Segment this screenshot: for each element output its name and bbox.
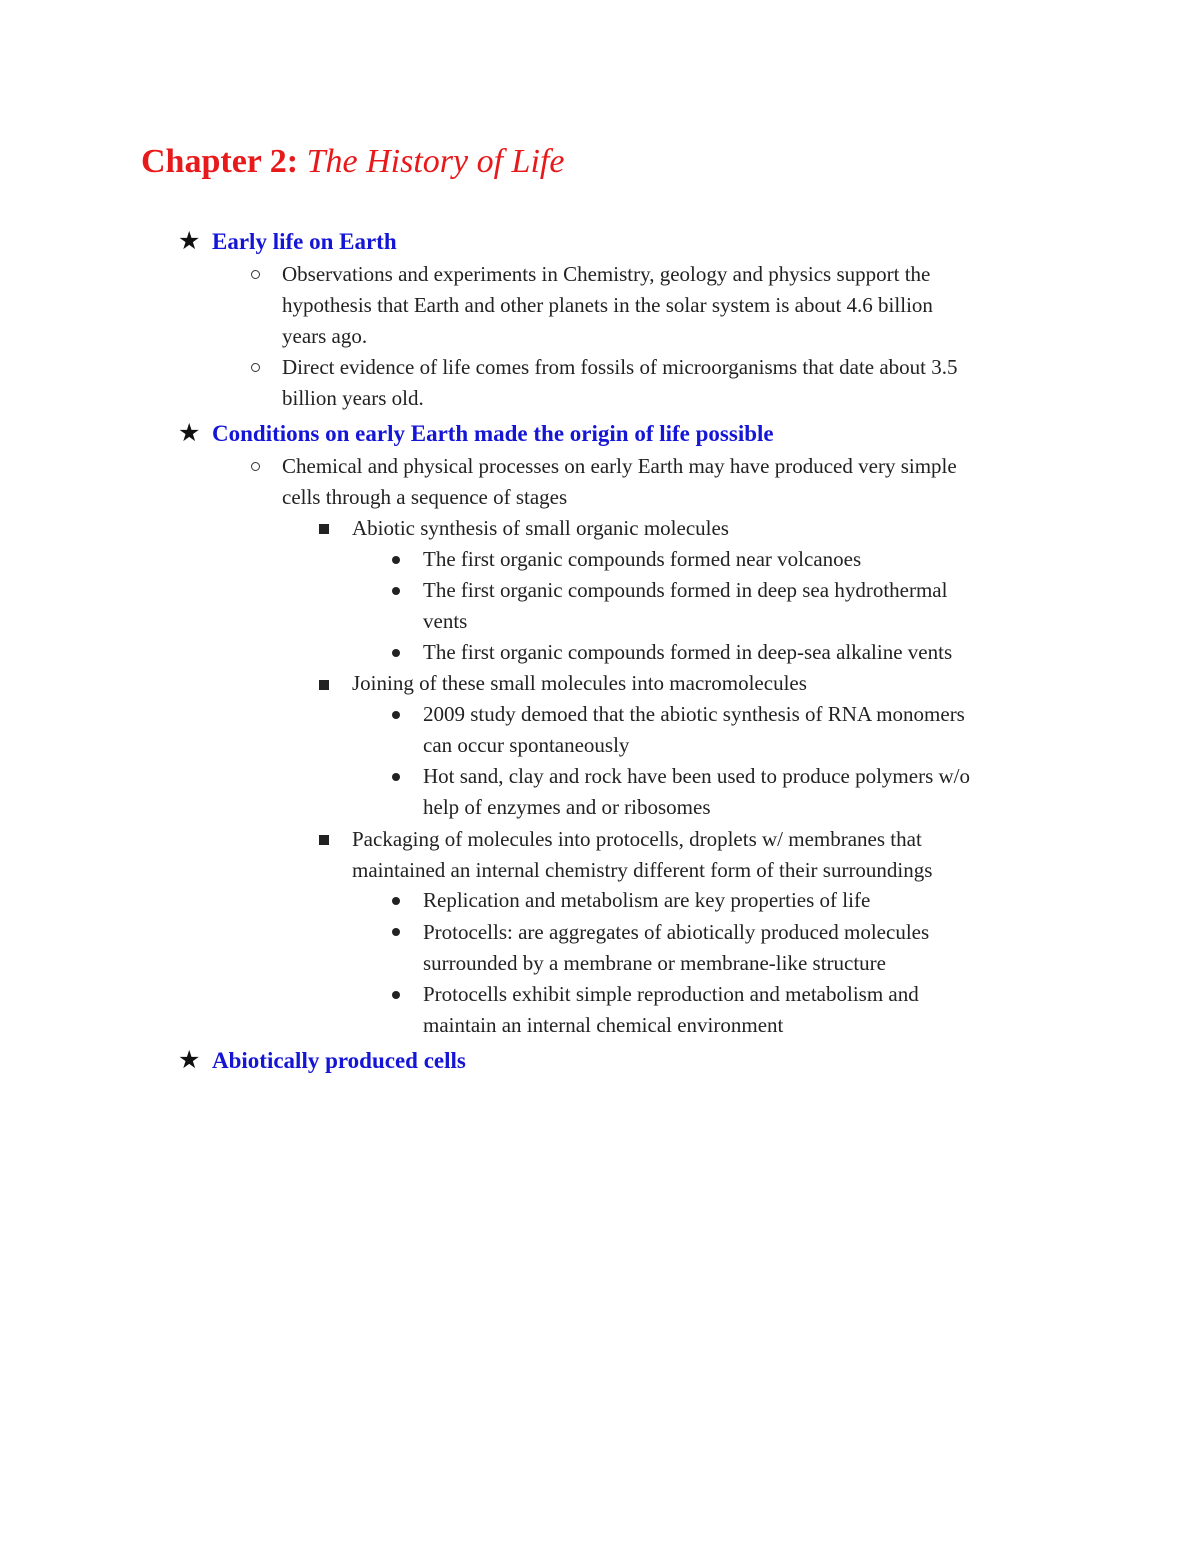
chapter-subtitle: The History of Life [306, 143, 565, 180]
list-item-line: maintain an internal chemical environment [423, 1013, 784, 1037]
chapter-label: Chapter 2: [141, 143, 299, 180]
square-bullet-icon [319, 835, 329, 845]
star-bullet-icon: ★ [178, 228, 201, 255]
list-item-line: The first organic compounds formed in deep-sea alkaline vents [423, 640, 953, 664]
square-bullet-icon [319, 524, 329, 534]
list-item-line: surrounded by a membrane or membrane-like structure [423, 951, 886, 975]
list-item-line: Protocells: are aggregates of abiotically produced molecules [423, 920, 930, 944]
star-bullet-icon: ★ [178, 420, 201, 447]
list-item-line: Hot sand, clay and rock have been used to produce polymers w/o [423, 764, 971, 788]
list-item-line: Replication and metabolism are key properties of life [423, 888, 871, 912]
dot-bullet-icon [392, 897, 400, 905]
list-item-line: years ago. [282, 324, 368, 348]
list-item-line: Protocells exhibit simple reproduction and metabolism and [423, 982, 919, 1006]
dot-bullet-icon [392, 991, 400, 999]
list-item-line: billion years old. [282, 386, 424, 410]
list-item-line: The first organic compounds formed near volcanoes [423, 547, 862, 571]
list-item-line: hypothesis that Earth and other planets in the solar system is about 4.6 billion [282, 293, 933, 317]
square-bullet-icon [319, 680, 329, 690]
list-item-line: help of enzymes and or ribosomes [423, 795, 711, 819]
dot-bullet-icon [392, 649, 400, 657]
circle-bullet-icon [251, 270, 260, 279]
list-item-line: Direct evidence of life comes from fossils of microorganisms that date about 3.5 [282, 355, 958, 379]
dot-bullet-icon [392, 587, 400, 595]
list-item-line: The first organic compounds formed in deep sea hydrothermal [423, 578, 948, 602]
list-item-line: can occur spontaneously [423, 733, 630, 757]
list-item-line: Observations and experiments in Chemistry, geology and physics support the [282, 262, 931, 286]
dot-bullet-icon [392, 556, 400, 564]
list-item-line: Packaging of molecules into protocells, droplets w/ membranes that [352, 827, 922, 851]
star-bullet-icon: ★ [178, 1047, 201, 1074]
section-heading: Conditions on early Earth made the origin of life possible [212, 421, 774, 446]
list-item-line: cells through a sequence of stages [282, 485, 568, 509]
list-item-line: vents [423, 609, 468, 633]
list-item-line: maintained an internal chemistry different form of their surroundings [352, 858, 933, 882]
section-heading: Early life on Earth [212, 229, 397, 254]
list-item-line: Joining of these small molecules into macromolecules [352, 671, 807, 695]
dot-bullet-icon [392, 773, 400, 781]
list-item-line: Abiotic synthesis of small organic molecules [352, 516, 729, 540]
list-item-line: Chemical and physical processes on early Earth may have produced very simple [282, 454, 957, 478]
circle-bullet-icon [251, 363, 260, 372]
dot-bullet-icon [392, 711, 400, 719]
circle-bullet-icon [251, 462, 260, 471]
list-item-line: 2009 study demoed that the abiotic synthesis of RNA monomers [423, 702, 965, 726]
section-heading: Abiotically produced cells [212, 1048, 466, 1073]
dot-bullet-icon [392, 928, 400, 936]
page-title [141, 140, 564, 184]
